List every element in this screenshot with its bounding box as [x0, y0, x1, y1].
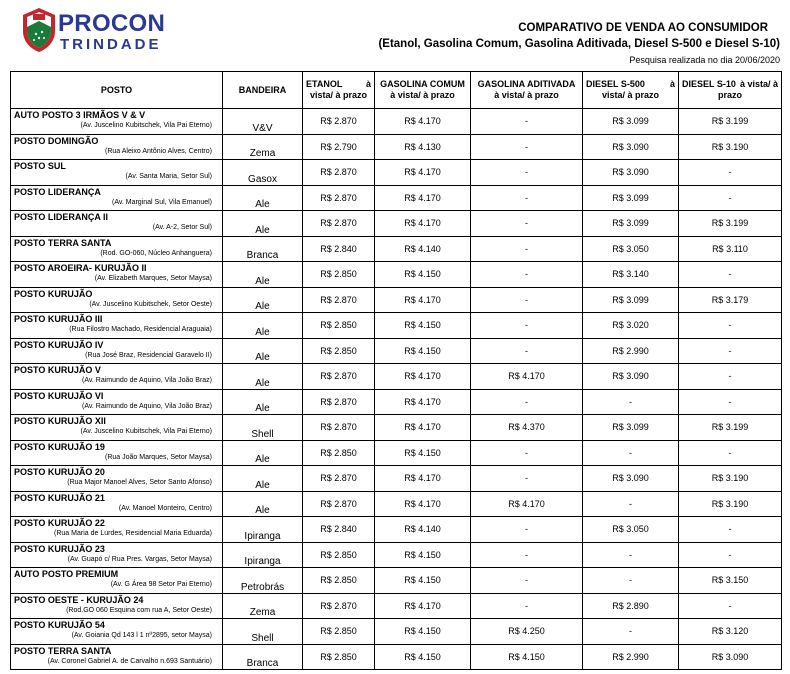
posto-address: (Av. Juscelino Kubitschek, Vila Pai Eterno) [80, 122, 212, 129]
gasolina-aditivada-price: - [471, 160, 583, 186]
posto-name: POSTO LIDERANÇA [14, 186, 101, 197]
table-row [11, 440, 782, 466]
posto-cell [11, 160, 223, 186]
diesel-s10-price: R$ 3.090 [679, 644, 782, 670]
gasolina-aditivada-price: R$ 4.150 [471, 644, 583, 670]
gasolina-aditivada-price: - [471, 542, 583, 568]
gasolina-comum-price: R$ 4.170 [375, 491, 471, 517]
bandeira-cell: Branca [223, 644, 303, 670]
header-diesel-s500 [583, 72, 679, 109]
diesel-s500-price: R$ 3.090 [583, 364, 679, 390]
etanol-price: R$ 2.870 [303, 160, 375, 186]
posto-cell [11, 517, 223, 543]
diesel-s10-price: - [679, 389, 782, 415]
diesel-s500-price: R$ 3.090 [583, 160, 679, 186]
diesel-s10-price: R$ 3.190 [679, 491, 782, 517]
gasolina-comum-price: R$ 4.170 [375, 466, 471, 492]
diesel-s500-price: - [583, 389, 679, 415]
header-d10-terms2: prazo [717, 90, 742, 100]
gasolina-comum-price: R$ 4.150 [375, 338, 471, 364]
bandeira-cell: Ale [223, 338, 303, 364]
diesel-s10-price: R$ 3.199 [679, 415, 782, 441]
gasolina-comum-price: R$ 4.150 [375, 313, 471, 339]
header-gasolina-aditivada [471, 72, 583, 109]
diesel-s10-price: R$ 3.120 [679, 619, 782, 645]
gasolina-comum-price: R$ 4.170 [375, 185, 471, 211]
posto-address: (Av. Elizabeth Marques, Setor Maysa) [94, 275, 212, 282]
table-row [11, 211, 782, 237]
etanol-price: R$ 2.870 [303, 109, 375, 135]
posto-name: POSTO OESTE - KURUJÃO 24 [14, 594, 144, 605]
gasolina-aditivada-price: - [471, 185, 583, 211]
posto-address: (Av. G Área 98 Setor Pai Eterno) [110, 581, 212, 588]
etanol-price: R$ 2.850 [303, 644, 375, 670]
bandeira-cell: Branca [223, 236, 303, 262]
gasolina-aditivada-price: - [471, 440, 583, 466]
diesel-s10-price: R$ 3.179 [679, 287, 782, 313]
procon-shield-icon [22, 7, 56, 53]
posto-address: (Rod. GO-060, Núcleo Anhanguera) [100, 249, 212, 257]
diesel-s500-price: R$ 3.090 [583, 466, 679, 492]
posto-cell [11, 415, 223, 441]
posto-address: (Av. Raimundo de Aquino, Vila João Braz) [82, 402, 212, 410]
diesel-s10-price: - [679, 160, 782, 186]
gasolina-aditivada-price: - [471, 236, 583, 262]
bandeira-cell: Ipiranga [223, 542, 303, 568]
diesel-s10-price: - [679, 440, 782, 466]
posto-name: POSTO KURUJÃO III [14, 314, 103, 324]
etanol-price: R$ 2.790 [303, 134, 375, 160]
etanol-price: R$ 2.840 [303, 236, 375, 262]
diesel-s500-price: - [583, 491, 679, 517]
document-title: COMPARATIVO DE VENDA AO CONSUMIDOR [518, 22, 768, 34]
bandeira-cell: Shell [223, 415, 303, 441]
table-row [11, 619, 782, 645]
bandeira-cell: Ale [223, 211, 303, 237]
posto-address: (Av. Juscelino Kubitschek, Setor Oeste) [89, 300, 212, 308]
diesel-s10-price: R$ 3.110 [679, 236, 782, 262]
header-posto: POSTO [11, 72, 223, 109]
posto-cell [11, 644, 223, 670]
posto-name: POSTO KURUJÃO V [14, 365, 101, 375]
etanol-price: R$ 2.870 [303, 415, 375, 441]
bandeira-cell: Zema [223, 134, 303, 160]
posto-cell [11, 287, 223, 313]
posto-name: POSTO AROEIRA- KURUJÃO II [14, 263, 147, 273]
posto-address: (Av. Marginal Sul, Vila Emanuel) [112, 198, 212, 206]
bandeira-cell: Gasox [223, 160, 303, 186]
posto-name: POSTO KURUJÃO 22 [14, 518, 105, 528]
etanol-price: R$ 2.850 [303, 262, 375, 288]
header-bandeira: BANDEIRA [223, 72, 303, 109]
posto-address: (Av. Coronel Gabriel A. de Carvalho n.693 Santuário) [47, 657, 212, 665]
diesel-s10-price: - [679, 338, 782, 364]
gasolina-aditivada-price: R$ 4.250 [471, 619, 583, 645]
posto-cell [11, 568, 223, 594]
diesel-s500-price: R$ 3.020 [583, 313, 679, 339]
header-ga-label: GASOLINA ADITIVADA [477, 79, 576, 89]
diesel-s500-price: R$ 3.099 [583, 185, 679, 211]
table-body [11, 109, 782, 670]
bandeira-cell: Shell [223, 619, 303, 645]
header-gasolina-comum [375, 72, 471, 109]
posto-name: POSTO KURUJÃO 19 [14, 441, 105, 452]
posto-name: POSTO SUL [14, 161, 66, 171]
gasolina-comum-price: R$ 4.150 [375, 644, 471, 670]
etanol-price: R$ 2.840 [303, 517, 375, 543]
posto-address: (Rua Major Manoel Alves, Setor Santo Afonso) [67, 479, 212, 486]
table-row [11, 338, 782, 364]
table-row [11, 517, 782, 543]
etanol-price: R$ 2.870 [303, 287, 375, 313]
diesel-s10-price: R$ 3.199 [679, 109, 782, 135]
gasolina-aditivada-price: - [471, 262, 583, 288]
diesel-s500-price: R$ 3.099 [583, 109, 679, 135]
header-d500-a: à [669, 79, 675, 89]
gasolina-aditivada-price: - [471, 313, 583, 339]
posto-cell [11, 262, 223, 288]
posto-cell [11, 491, 223, 517]
posto-address: (Av. A-2, Setor Sul) [152, 224, 212, 231]
gasolina-comum-price: R$ 4.150 [375, 542, 471, 568]
gasolina-comum-price: R$ 4.130 [375, 134, 471, 160]
gasolina-aditivada-price: - [471, 287, 583, 313]
etanol-price: R$ 2.870 [303, 491, 375, 517]
posto-name: POSTO KURUJÃO 21 [14, 492, 105, 503]
posto-address: (Av. Manoel Monteiro, Centro) [118, 504, 212, 512]
gasolina-aditivada-price: R$ 4.170 [471, 364, 583, 390]
gasolina-aditivada-price: R$ 4.170 [471, 491, 583, 517]
posto-name: POSTO DOMINGÃO [14, 135, 99, 146]
diesel-s500-price: - [583, 619, 679, 645]
diesel-s500-price: R$ 2.990 [583, 338, 679, 364]
posto-address: (Av. Goiania Qd 143 l 1 nº2895, setor Maysa) [71, 632, 212, 639]
posto-name: AUTO POSTO 3 IRMÃOS V & V [14, 110, 146, 120]
diesel-s500-price: R$ 3.099 [583, 211, 679, 237]
diesel-s500-price: R$ 3.050 [583, 236, 679, 262]
diesel-s10-price: - [679, 313, 782, 339]
posto-address: (Av. Juscelino Kubitschek, Vila Pai Eterno) [80, 428, 212, 435]
diesel-s500-price: R$ 3.140 [583, 262, 679, 288]
bandeira-cell: V&V [223, 109, 303, 135]
posto-cell [11, 134, 223, 160]
table-row [11, 491, 782, 517]
gasolina-comum-price: R$ 4.170 [375, 415, 471, 441]
etanol-price: R$ 2.870 [303, 466, 375, 492]
gasolina-comum-price: R$ 4.150 [375, 619, 471, 645]
bandeira-cell: Ipiranga [223, 517, 303, 543]
posto-cell [11, 389, 223, 415]
bandeira-cell: Petrobrás [223, 568, 303, 594]
gasolina-comum-price: R$ 4.170 [375, 109, 471, 135]
bandeira-cell: Ale [223, 313, 303, 339]
diesel-s10-price: - [679, 185, 782, 211]
gasolina-comum-price: R$ 4.170 [375, 211, 471, 237]
table-row [11, 644, 782, 670]
posto-name: POSTO KURUJÃO 20 [14, 467, 105, 477]
gasolina-aditivada-price: - [471, 593, 583, 619]
posto-cell [11, 619, 223, 645]
price-table [10, 71, 782, 670]
etanol-price: R$ 2.850 [303, 619, 375, 645]
posto-name: POSTO KURUJÃO [14, 288, 93, 299]
table-row [11, 313, 782, 339]
header-d500-terms: vista/ à prazo [601, 90, 660, 100]
posto-cell [11, 338, 223, 364]
logo-city: TRINDADE [60, 36, 162, 53]
gasolina-comum-price: R$ 4.150 [375, 440, 471, 466]
table-row [11, 568, 782, 594]
posto-cell [11, 364, 223, 390]
posto-cell [11, 185, 223, 211]
table-row [11, 109, 782, 135]
posto-name: POSTO KURUJÃO XII [14, 416, 106, 426]
header-etanol [303, 72, 375, 109]
posto-address: (Av. Guapó c/ Rua Pres. Vargas, Setor Maysa) [67, 555, 212, 563]
bandeira-cell: Ale [223, 262, 303, 288]
gasolina-comum-price: R$ 4.170 [375, 287, 471, 313]
table-row [11, 389, 782, 415]
table-row [11, 160, 782, 186]
diesel-s10-price: R$ 3.199 [679, 211, 782, 237]
bandeira-cell: Ale [223, 364, 303, 390]
diesel-s500-price: R$ 3.050 [583, 517, 679, 543]
logo-wordmark: PROCON [58, 10, 166, 37]
table-row [11, 185, 782, 211]
etanol-price: R$ 2.850 [303, 568, 375, 594]
diesel-s500-price: - [583, 568, 679, 594]
posto-cell [11, 440, 223, 466]
document-subtitle: (Etanol, Gasolina Comum, Gasolina Aditivada, Diesel S-500 e Diesel S-10) [378, 38, 780, 50]
gasolina-aditivada-price: - [471, 134, 583, 160]
posto-address: (Rua Aleixo Antônio Alves, Centro) [104, 147, 212, 155]
gasolina-aditivada-price: - [471, 568, 583, 594]
diesel-s500-price: R$ 3.090 [583, 134, 679, 160]
posto-address: (Rod.GO 060 Esquina com rua A, Setor Oeste) [66, 606, 212, 614]
diesel-s10-price: R$ 3.150 [679, 568, 782, 594]
gasolina-aditivada-price: R$ 4.370 [471, 415, 583, 441]
bandeira-cell: Ale [223, 185, 303, 211]
diesel-s500-price: - [583, 542, 679, 568]
bandeira-cell: Ale [223, 389, 303, 415]
bandeira-cell: Ale [223, 466, 303, 492]
header-diesel-s10 [679, 72, 782, 109]
gasolina-aditivada-price: - [471, 389, 583, 415]
bandeira-cell: Ale [223, 440, 303, 466]
posto-cell [11, 466, 223, 492]
etanol-price: R$ 2.870 [303, 185, 375, 211]
etanol-price: R$ 2.850 [303, 440, 375, 466]
posto-address: (Av. Santa Maria, Setor Sul) [125, 173, 212, 180]
posto-address: (Rua José Braz, Residencial Garavelo II) [85, 351, 212, 359]
header-d10-terms1: à vista/ à [739, 79, 778, 89]
diesel-s500-price: R$ 3.099 [583, 287, 679, 313]
posto-address: (Rua João Marques, Setor Maysa) [105, 453, 212, 461]
diesel-s500-price: R$ 3.099 [583, 415, 679, 441]
gasolina-comum-price: R$ 4.150 [375, 262, 471, 288]
diesel-s500-price: R$ 2.990 [583, 644, 679, 670]
etanol-price: R$ 2.870 [303, 364, 375, 390]
header-etanol-label: ETANOL [306, 79, 343, 89]
gasolina-aditivada-price: - [471, 466, 583, 492]
gasolina-aditivada-price: - [471, 211, 583, 237]
posto-name: POSTO TERRA SANTA [14, 645, 112, 656]
posto-name: AUTO POSTO PREMIUM [14, 569, 119, 579]
header-ga-terms: à vista/ à prazo [494, 90, 559, 100]
table-row [11, 466, 782, 492]
posto-name: POSTO KURUJÃO 54 [14, 620, 105, 630]
diesel-s10-price: - [679, 593, 782, 619]
posto-cell [11, 211, 223, 237]
diesel-s10-price: R$ 3.190 [679, 134, 782, 160]
etanol-price: R$ 2.870 [303, 593, 375, 619]
etanol-price: R$ 2.850 [303, 313, 375, 339]
posto-name: POSTO KURUJÃO VI [14, 390, 104, 401]
bandeira-cell: Zema [223, 593, 303, 619]
table-header-row [11, 72, 782, 109]
etanol-price: R$ 2.850 [303, 338, 375, 364]
table-row [11, 593, 782, 619]
gasolina-comum-price: R$ 4.140 [375, 236, 471, 262]
diesel-s500-price: - [583, 440, 679, 466]
posto-cell [11, 109, 223, 135]
gasolina-aditivada-price: - [471, 517, 583, 543]
header-gc-terms: à vista/ à prazo [390, 90, 455, 100]
posto-address: (Av. Raimundo de Aquino, Vila João Braz) [82, 377, 212, 384]
posto-name: POSTO TERRA SANTA [14, 237, 112, 248]
gasolina-comum-price: R$ 4.150 [375, 568, 471, 594]
diesel-s500-price: R$ 2.890 [583, 593, 679, 619]
posto-cell [11, 236, 223, 262]
posto-cell [11, 542, 223, 568]
survey-date: Pesquisa realizada no dia 20/06/2020 [629, 55, 780, 65]
table-row [11, 542, 782, 568]
gasolina-comum-price: R$ 4.170 [375, 389, 471, 415]
posto-address: (Rua Maria de Lurdes, Residencial Maria Eduarda) [54, 530, 212, 537]
diesel-s10-price: - [679, 262, 782, 288]
posto-name: POSTO KURUJÃO IV [14, 339, 104, 350]
table-row [11, 415, 782, 441]
posto-cell [11, 313, 223, 339]
etanol-price: R$ 2.850 [303, 542, 375, 568]
document-header [0, 0, 790, 70]
table-row [11, 236, 782, 262]
etanol-price: R$ 2.870 [303, 389, 375, 415]
bandeira-cell: Ale [223, 287, 303, 313]
header-d500-label: DIESEL S-500 [586, 79, 645, 89]
header-gc-label: GASOLINA COMUM [380, 79, 465, 89]
etanol-price: R$ 2.870 [303, 211, 375, 237]
gasolina-comum-price: R$ 4.170 [375, 364, 471, 390]
diesel-s10-price: - [679, 542, 782, 568]
posto-name: POSTO KURUJÃO 23 [14, 543, 105, 554]
header-d10-label: DIESEL S-10 [682, 79, 736, 89]
diesel-s10-price: R$ 3.190 [679, 466, 782, 492]
header-etanol-a: à [365, 79, 371, 89]
diesel-s10-price: - [679, 364, 782, 390]
table-row [11, 287, 782, 313]
table-row [11, 364, 782, 390]
posto-address: (Rua Filostro Machado, Residencial Araguaia) [69, 326, 212, 333]
diesel-s10-price: - [679, 517, 782, 543]
gasolina-comum-price: R$ 4.140 [375, 517, 471, 543]
gasolina-comum-price: R$ 4.170 [375, 160, 471, 186]
table-row [11, 134, 782, 160]
bandeira-cell: Ale [223, 491, 303, 517]
procon-logo [22, 7, 166, 57]
posto-name: POSTO LIDERANÇA II [14, 212, 109, 222]
header-etanol-terms: vista/ à prazo [309, 90, 368, 100]
gasolina-comum-price: R$ 4.170 [375, 593, 471, 619]
table-row [11, 262, 782, 288]
posto-cell [11, 593, 223, 619]
gasolina-aditivada-price: - [471, 109, 583, 135]
gasolina-aditivada-price: - [471, 338, 583, 364]
